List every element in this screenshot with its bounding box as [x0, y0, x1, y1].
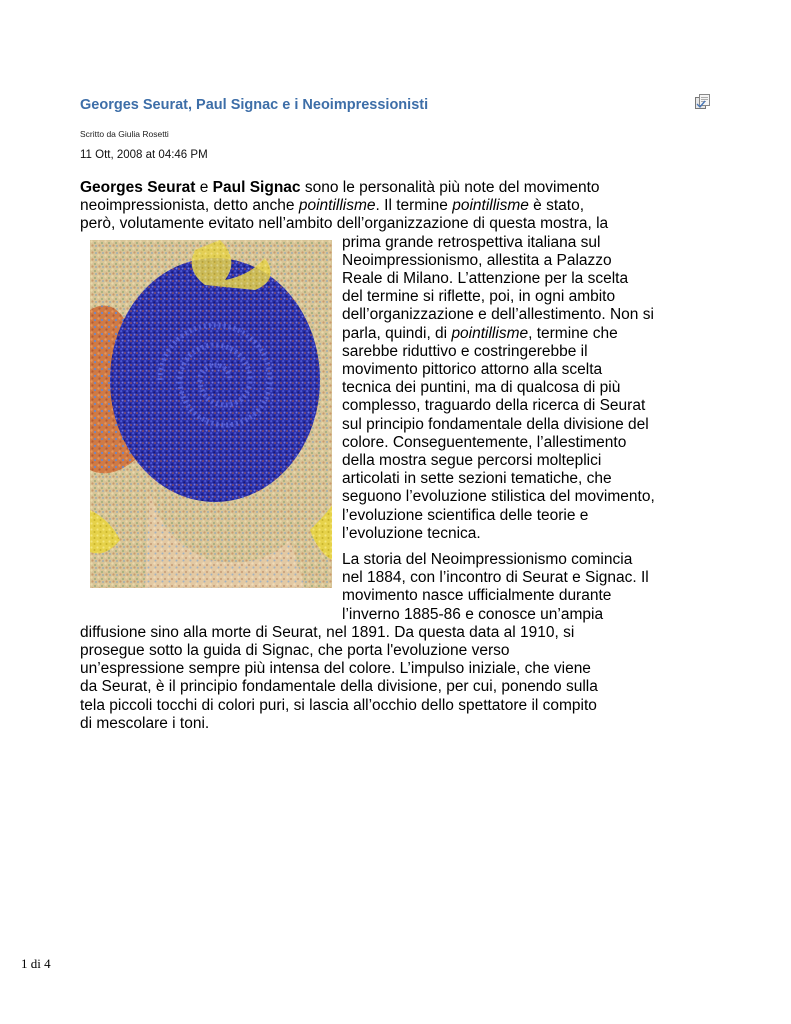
text-line: seguono l’evoluzione stilistica del movimento,: [342, 488, 655, 506]
text-line: [80, 179, 714, 197]
text-line: della mostra segue percorsi molteplici: [342, 452, 602, 470]
text-line: Reale di Milano. L’attenzione per la scelta: [342, 270, 629, 288]
text-line: movimento nasce ufficialmente durante: [342, 587, 612, 605]
author-line: Scritto da Giulia Rosetti: [80, 129, 169, 139]
text-span: sono le personalità più note del movimento: [300, 179, 600, 196]
text-line: del termine si riflette, poi, in ogni ambito: [342, 288, 616, 306]
text-line: nel 1884, con l’incontro di Seurat e Signac. Il: [342, 569, 649, 587]
text-line: da Seurat, è il principio fondamentale della divisione, per cui, ponendo sulla: [80, 678, 598, 696]
emphasis-italic: pointillisme: [451, 324, 529, 342]
text-line: [80, 325, 714, 343]
text-line: l’evoluzione scientifica delle teorie e: [342, 506, 589, 524]
text-line: di mescolare i toni.: [80, 714, 210, 732]
paragraph-1: [80, 179, 714, 543]
text-line: sarebbe riduttivo e costringerebbe il: [342, 342, 588, 360]
text-line: tela piccoli tocchi di colori puri, si lascia all’occhio dello spettatore il compito: [80, 696, 597, 714]
text-line: dell’organizzazione e dell’allestimento. Non si: [342, 306, 654, 324]
text-line: sul principio fondamentale della divisione del: [342, 415, 649, 433]
emphasis-bold: Paul Signac: [212, 179, 301, 196]
text-line: prima grande retrospettiva italiana sul: [342, 233, 601, 251]
print-icon[interactable]: [694, 93, 711, 110]
article-title[interactable]: Georges Seurat, Paul Signac e i Neoimpressionisti: [80, 97, 429, 113]
text-line: prosegue sotto la guida di Signac, che porta l'evoluzione verso: [80, 642, 510, 660]
text-span: , termine che: [528, 324, 618, 342]
text-line: diffusione sino alla morte di Seurat, nel 1891. Da questa data al 1910, si: [80, 623, 575, 641]
text-line: Neoimpressionismo, allestita a Palazzo: [342, 251, 612, 269]
emphasis-italic: pointillisme: [298, 197, 376, 215]
text-line: movimento pittorico attorno alla scelta: [342, 361, 603, 379]
text-line: l’inverno 1885-86 e conosce un’ampia: [342, 605, 604, 623]
paragraph-2: [80, 551, 714, 733]
article-body: [80, 179, 714, 741]
text-span: parla, quindi, di: [342, 324, 452, 342]
publish-date: 11 Ott, 2008 at 04:46 PM: [80, 149, 208, 161]
text-span: neoimpressionista, detto anche: [80, 197, 299, 215]
text-line: l’evoluzione tecnica.: [342, 524, 481, 542]
text-line: [80, 197, 714, 215]
text-line: un’espressione sempre più intensa del colore. L’impulso iniziale, che viene: [80, 660, 591, 678]
text-line: complesso, traguardo della ricerca di Seurat: [342, 397, 646, 415]
text-span: è stato,: [528, 197, 585, 215]
text-span: . Il termine: [375, 197, 453, 215]
text-line: colore. Conseguentemente, l’allestimento: [342, 433, 627, 451]
emphasis-italic: pointillisme: [452, 197, 529, 215]
page-number: 1 di 4: [21, 956, 51, 971]
text-line: articolati in sette sezioni tematiche, che: [342, 470, 612, 488]
text-span: e: [195, 179, 213, 196]
emphasis-bold: Georges Seurat: [80, 179, 196, 196]
text-line: La storia del Neoimpressionismo comincia: [342, 551, 633, 569]
text-line: però, volutamente evitato nell’ambito dell’organizzazione di questa mostra, la: [80, 215, 609, 233]
text-line: tecnica dei puntini, ma di qualcosa di più: [342, 379, 621, 397]
